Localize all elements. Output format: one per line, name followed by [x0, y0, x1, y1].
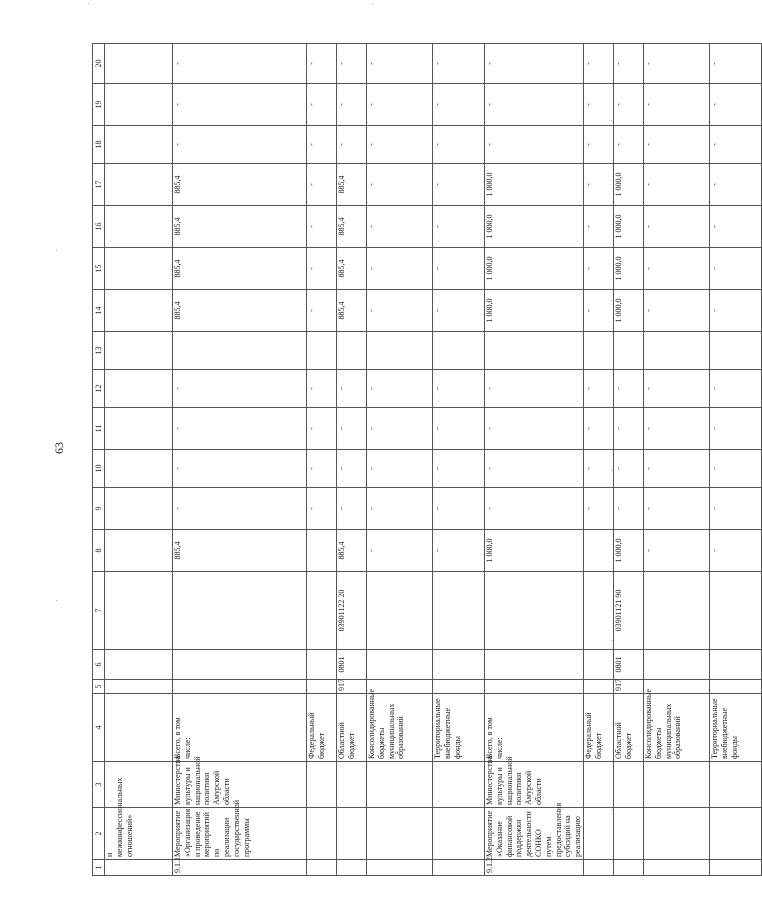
table-cell: -	[307, 206, 337, 248]
table-cell	[613, 860, 643, 876]
table-cell: -	[643, 290, 709, 332]
table-cell: -	[709, 488, 761, 530]
table-cell	[643, 762, 709, 808]
table-cell: -	[583, 370, 613, 408]
table-cell: -	[643, 126, 709, 164]
table-cell: -	[643, 530, 709, 572]
table-cell	[105, 44, 173, 84]
table-row	[709, 44, 761, 876]
table-cell: -	[583, 164, 613, 206]
table-cell	[433, 762, 485, 808]
table-cell: -	[709, 44, 761, 84]
table-cell: -	[583, 488, 613, 530]
table-cell	[583, 808, 613, 860]
table-cell: -	[485, 84, 584, 126]
table-cell	[105, 530, 173, 572]
table-cell: -	[643, 408, 709, 450]
table-cell: -	[433, 44, 485, 84]
table-cell: -	[643, 206, 709, 248]
table-cell: 885,4	[337, 248, 367, 290]
table-cell	[433, 808, 485, 860]
table-cell	[643, 650, 709, 680]
table-cell: -	[367, 530, 433, 572]
table-cell: -	[173, 84, 307, 126]
table-cell: -	[337, 84, 367, 126]
table-cell	[307, 572, 337, 650]
table-cell: -	[173, 126, 307, 164]
table-cell: -	[583, 408, 613, 450]
table-cell: 885,4	[337, 164, 367, 206]
table-cell: -	[173, 488, 307, 530]
header-cell: 3	[93, 762, 105, 808]
header-cell: 7	[93, 572, 105, 650]
table-cell	[105, 290, 173, 332]
page-number: 63	[52, 442, 66, 454]
table-cell: Министерство культуры и национальной политики Амурской области	[173, 762, 307, 808]
table-cell: -	[485, 44, 584, 84]
table-cell: -	[709, 206, 761, 248]
table-cell: -	[613, 84, 643, 126]
table-cell: -	[583, 84, 613, 126]
table-cell	[105, 206, 173, 248]
table-cell	[485, 650, 584, 680]
header-cell: 12	[93, 370, 105, 408]
table-cell	[709, 808, 761, 860]
table-cell	[433, 332, 485, 370]
table-cell: -	[433, 488, 485, 530]
table-cell: -	[307, 450, 337, 488]
table-cell	[307, 680, 337, 694]
header-cell: 5	[93, 680, 105, 694]
table-cell: -	[613, 44, 643, 84]
table-cell: -	[307, 488, 337, 530]
table-cell: -	[367, 450, 433, 488]
table-cell	[433, 680, 485, 694]
table-cell	[709, 572, 761, 650]
table-cell	[337, 762, 367, 808]
table-cell	[105, 408, 173, 450]
table-cell: -	[485, 408, 584, 450]
table-row	[367, 44, 433, 876]
table-cell: -	[337, 126, 367, 164]
table-cell: -	[709, 84, 761, 126]
table-cell: 0801	[613, 650, 643, 680]
table-cell: -	[485, 370, 584, 408]
table-cell	[643, 808, 709, 860]
header-cell: 16	[93, 206, 105, 248]
table-cell	[485, 572, 584, 650]
table-row	[433, 44, 485, 876]
header-cell: 20	[93, 44, 105, 84]
table-cell	[709, 650, 761, 680]
table-cell	[105, 450, 173, 488]
table-cell: -	[485, 126, 584, 164]
table-cell	[307, 530, 337, 572]
table-cell	[105, 370, 173, 408]
header-cell: 11	[93, 408, 105, 450]
table-cell	[105, 572, 173, 650]
table-cell	[105, 164, 173, 206]
table-cell	[173, 680, 307, 694]
table-header-row	[93, 44, 105, 876]
table-cell	[643, 860, 709, 876]
table-cell	[583, 762, 613, 808]
table-cell: 885,4	[337, 530, 367, 572]
table-cell: -	[709, 164, 761, 206]
table-cell	[613, 762, 643, 808]
table-cell: -	[367, 370, 433, 408]
table-cell	[709, 332, 761, 370]
table-cell: -	[583, 44, 613, 84]
table-cell	[583, 572, 613, 650]
table-cell: Мероприятие «Организация и проведение мероприятий по реализации государственной программы	[173, 808, 307, 860]
table-cell	[367, 808, 433, 860]
table-cell	[337, 808, 367, 860]
table-cell: 1 000,0	[485, 248, 584, 290]
table-cell	[105, 126, 173, 164]
table-row	[643, 44, 709, 876]
table-cell: -	[433, 206, 485, 248]
table-cell: -	[307, 84, 337, 126]
table-cell: -	[367, 126, 433, 164]
table-cell: -	[367, 206, 433, 248]
table-row	[105, 44, 173, 876]
table-cell: -	[643, 488, 709, 530]
table-cell: -	[307, 290, 337, 332]
table-cell	[367, 572, 433, 650]
table-cell: -	[307, 44, 337, 84]
table-cell: -	[433, 248, 485, 290]
table-cell: -	[367, 84, 433, 126]
table-cell: 1 000,0	[485, 290, 584, 332]
table-cell: 885,4	[337, 290, 367, 332]
table-cell: -	[307, 164, 337, 206]
header-cell: 4	[93, 694, 105, 762]
table-cell: -	[367, 44, 433, 84]
table-cell: -	[367, 408, 433, 450]
table-cell: Областной бюджет	[613, 694, 643, 762]
table-cell	[367, 332, 433, 370]
table-cell: -	[173, 44, 307, 84]
table-cell: 1 000,0	[485, 206, 584, 248]
table-cell: 885,4	[173, 164, 307, 206]
table-cell: -	[709, 248, 761, 290]
table-cell: 1 000,0	[613, 290, 643, 332]
table-cell: Мероприятие «Оказание финансовой поддержки деятельности СОНКО путем предоставления субсидий на реализацию	[485, 808, 584, 860]
table-cell: -	[583, 126, 613, 164]
table-cell: -	[367, 290, 433, 332]
table-cell: -	[173, 370, 307, 408]
table-cell: -	[709, 408, 761, 450]
table-cell: 1 000,0	[613, 530, 643, 572]
table-cell: 917	[613, 680, 643, 694]
table-cell	[105, 84, 173, 126]
table-cell	[105, 248, 173, 290]
table-cell: 885,4	[173, 248, 307, 290]
table-cell: -	[337, 370, 367, 408]
table-cell: 1 000,0	[613, 164, 643, 206]
budget-table-sheet	[92, 44, 739, 876]
table-cell: -	[709, 450, 761, 488]
budget-table	[92, 43, 762, 876]
table-cell: -	[367, 164, 433, 206]
table-cell	[105, 860, 173, 876]
table-cell	[433, 860, 485, 876]
table-cell: -	[367, 488, 433, 530]
table-cell	[105, 680, 173, 694]
table-cell: -	[433, 370, 485, 408]
table-cell	[367, 762, 433, 808]
table-cell	[307, 650, 337, 680]
table-cell: -	[613, 370, 643, 408]
header-cell: 1	[93, 860, 105, 876]
table-cell: Территориальные внебюджетные фонды	[433, 694, 485, 762]
table-cell: -	[307, 126, 337, 164]
table-cell: -	[709, 290, 761, 332]
table-cell	[613, 808, 643, 860]
table-cell	[367, 860, 433, 876]
table-cell: и межконфессиональных отношений»	[105, 808, 173, 860]
table-cell: 0801	[337, 650, 367, 680]
table-cell: 885,4	[337, 206, 367, 248]
table-cell: -	[433, 530, 485, 572]
table-cell: -	[583, 206, 613, 248]
table-cell: 03901121 90	[613, 572, 643, 650]
table-cell: -	[643, 44, 709, 84]
table-cell: 9.1.2.	[485, 860, 584, 876]
table-cell: Территориальные внебюджетные фонды	[709, 694, 761, 762]
table-cell: -	[643, 248, 709, 290]
table-cell: -	[613, 450, 643, 488]
table-cell	[485, 332, 584, 370]
table-cell: Федеральный бюджет	[307, 694, 337, 762]
table-cell	[105, 694, 173, 762]
header-cell: 13	[93, 332, 105, 370]
table-cell	[709, 860, 761, 876]
table-cell: -	[307, 408, 337, 450]
table-cell	[485, 680, 584, 694]
table-cell	[307, 808, 337, 860]
table-cell: Министерство культуры и национальной политики Амурской области	[485, 762, 584, 808]
table-cell: Консолидированные бюджеты муниципальных образований	[367, 694, 433, 762]
table-cell: Всего, в том числе:	[485, 694, 584, 762]
table-cell: -	[613, 126, 643, 164]
table-cell: -	[433, 164, 485, 206]
table-cell: 1 000,0	[485, 530, 584, 572]
table-cell	[307, 332, 337, 370]
table-cell: -	[307, 248, 337, 290]
table-cell: Консолидированные бюджеты муниципальных образований	[643, 694, 709, 762]
header-cell: 8	[93, 530, 105, 572]
table-cell: 1 000,0	[613, 206, 643, 248]
table-cell: -	[583, 248, 613, 290]
table-cell: -	[485, 488, 584, 530]
table-row	[307, 44, 337, 876]
table-cell	[709, 680, 761, 694]
table-row	[337, 44, 367, 876]
table-cell: Всего, в том числе:	[173, 694, 307, 762]
table-cell: -	[433, 290, 485, 332]
header-cell: 6	[93, 650, 105, 680]
table-cell: 917	[337, 680, 367, 694]
table-cell: -	[583, 450, 613, 488]
table-cell: -	[337, 450, 367, 488]
table-cell	[367, 650, 433, 680]
table-cell: -	[307, 370, 337, 408]
header-cell: 15	[93, 248, 105, 290]
table-cell: 03901122 20	[337, 572, 367, 650]
table-cell: 885,4	[173, 290, 307, 332]
table-cell	[337, 332, 367, 370]
table-cell: 885,4	[173, 206, 307, 248]
table-cell	[583, 680, 613, 694]
table-cell: -	[613, 408, 643, 450]
table-cell	[613, 332, 643, 370]
table-cell	[105, 650, 173, 680]
table-cell	[643, 332, 709, 370]
table-cell	[307, 860, 337, 876]
table-row	[485, 44, 584, 876]
table-cell: -	[583, 290, 613, 332]
table-cell: -	[643, 370, 709, 408]
table-cell: -	[337, 488, 367, 530]
header-cell: 19	[93, 84, 105, 126]
table-cell: -	[433, 84, 485, 126]
table-cell	[583, 650, 613, 680]
table-cell	[173, 332, 307, 370]
table-cell: 9.1.1.	[173, 860, 307, 876]
table-cell	[337, 860, 367, 876]
table-cell: 1 000,0	[613, 248, 643, 290]
table-cell: -	[173, 408, 307, 450]
table-cell	[583, 530, 613, 572]
header-cell: 10	[93, 450, 105, 488]
table-cell: -	[433, 408, 485, 450]
header-cell: 17	[93, 164, 105, 206]
table-cell: -	[433, 450, 485, 488]
table-cell: -	[709, 530, 761, 572]
table-cell: Областной бюджет	[337, 694, 367, 762]
table-cell	[173, 650, 307, 680]
table-cell	[307, 762, 337, 808]
header-cell: 18	[93, 126, 105, 164]
table-cell	[173, 572, 307, 650]
table-cell: -	[173, 450, 307, 488]
table-cell: -	[433, 126, 485, 164]
header-cell: 14	[93, 290, 105, 332]
header-cell: 9	[93, 488, 105, 530]
table-cell	[583, 332, 613, 370]
table-cell	[433, 572, 485, 650]
table-cell	[105, 488, 173, 530]
table-cell: -	[485, 450, 584, 488]
table-cell: -	[337, 408, 367, 450]
table-cell: -	[709, 126, 761, 164]
table-row	[613, 44, 643, 876]
table-row	[173, 44, 307, 876]
table-cell: -	[643, 164, 709, 206]
table-cell	[583, 860, 613, 876]
table-cell: -	[337, 44, 367, 84]
table-cell: -	[643, 84, 709, 126]
table-cell	[709, 762, 761, 808]
table-cell	[433, 650, 485, 680]
table-cell	[643, 572, 709, 650]
table-cell: -	[613, 488, 643, 530]
table-cell: 885,4	[173, 530, 307, 572]
table-cell: Федеральный бюджет	[583, 694, 613, 762]
header-cell: 2	[93, 808, 105, 860]
table-cell	[105, 332, 173, 370]
table-cell: -	[643, 450, 709, 488]
table-cell: -	[709, 370, 761, 408]
table-cell: -	[367, 248, 433, 290]
table-cell: 1 000,0	[485, 164, 584, 206]
table-row	[583, 44, 613, 876]
